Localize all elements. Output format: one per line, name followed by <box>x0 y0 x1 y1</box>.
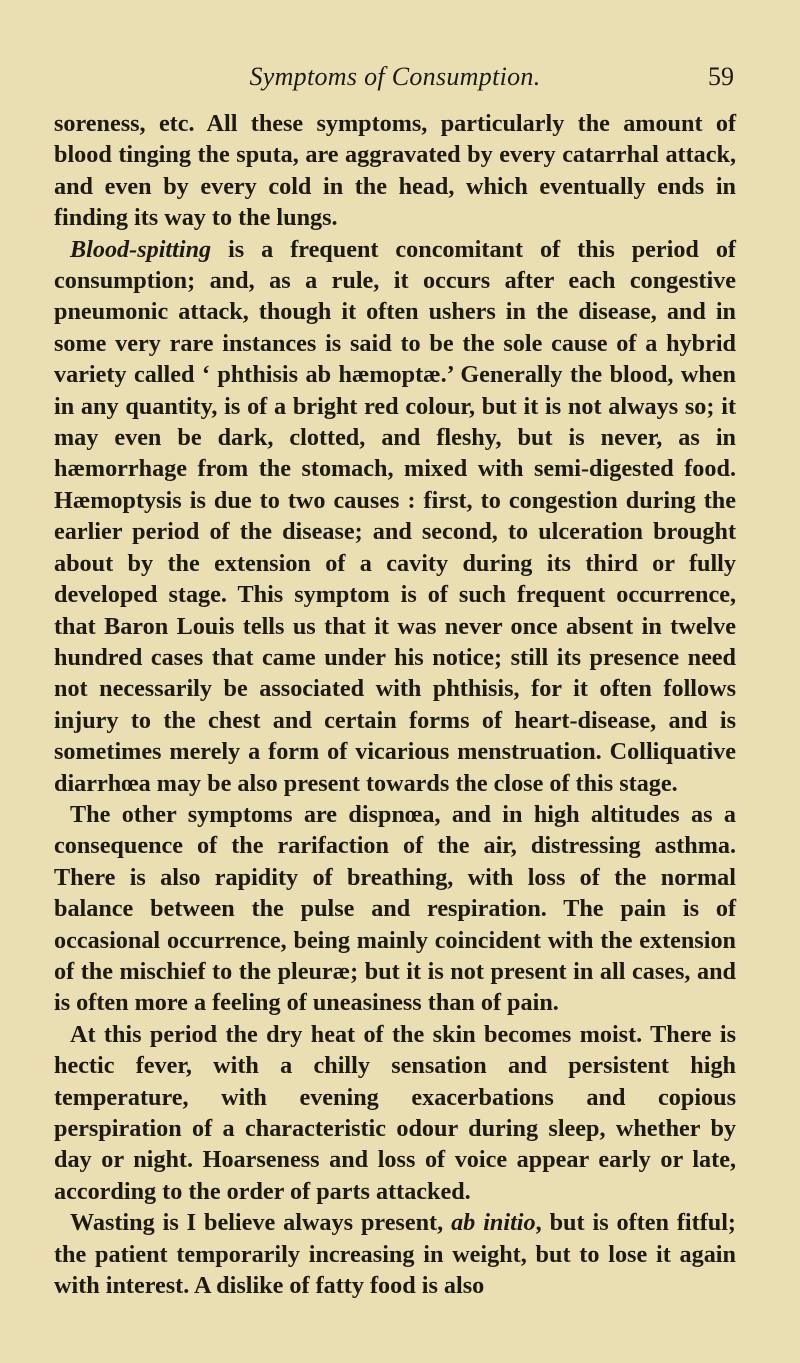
body-text <box>54 108 736 1301</box>
paragraph-blood-spitting <box>54 234 736 799</box>
running-head <box>54 62 736 102</box>
italic-run: ab initio <box>451 1209 536 1237</box>
paragraph-other-symptoms <box>54 799 736 1019</box>
text-run: Wasting is I believe always present, <box>70 1209 452 1237</box>
running-title: Symptoms of Consumption. <box>249 62 541 91</box>
text-run: , but is often fitful; the patient temporarily increasing in weight, but to lose it again with interest. A dislike of fatty food is also <box>54 1209 736 1300</box>
italic-run: Blood-spitting <box>70 235 212 263</box>
text-run: is a frequent concomitant of this period of consumption; and, as a rule, it occurs after each congestive pneumonic attack, though it often ushers in the disease, and in some very rare instances is said to be the sole cause of a hybrid variety called ‘ phthisis ab hæmoptæ.’ Generally the blood, when in any quantity, is of a bright red colour, but it is not always so; it may even be dark, clotted, and fleshy, but is never, as in hæmorrhage from the stomach, mixed with semi-digested food. Hæmoptysis is due to two causes : first, to congestion during the earlier period of the disease; and second, to ulceration brought about by the extension of a cavity during its third or fully developed stage. This symptom is of such frequent occurrence, that Baron Louis tells us that it was never once absent in twelve hundred cases that came under his notice; still its presence need not necessarily be associated with phthisis, for it often follows injury to the chest and certain forms of heart-disease, and is sometimes merely a form of vicarious menstruation. Colliquative diarrhœa may be also present towards the close of this stage. <box>54 235 736 797</box>
text-run: At this period the dry heat of the skin becomes moist. There is hectic fever, with a chilly sensation and persistent high temperature, with evening exacerbations and copious perspiration of a characteristic odour during sleep, whether by day or night. Hoarseness and loss of voice appear early or late, according to the order of parts attacked. <box>54 1020 736 1205</box>
page-number: 59 <box>708 62 734 91</box>
paragraph-wasting <box>54 1207 736 1301</box>
text-run: soreness, etc. All these symptoms, particularly the amount of blood tinging the sputa, are aggravated by every catarrhal attack, and even by every cold in the head, which eventually ends in finding its way to the lungs. <box>54 110 736 232</box>
paragraph-hectic-fever <box>54 1019 736 1207</box>
text-run: The other symptoms are dispnœa, and in high altitudes as a consequence of the rarifaction of the air, distressing asthma. There is also rapidity of breathing, with loss of the normal balance between the pulse and respiration. The pain is of occasional occurrence, being mainly coincident with the extension of the mischief to the pleuræ; but it is not present in all cases, and is often more a feeling of uneasiness than of pain. <box>54 800 736 1017</box>
paragraph-soreness <box>54 108 736 234</box>
